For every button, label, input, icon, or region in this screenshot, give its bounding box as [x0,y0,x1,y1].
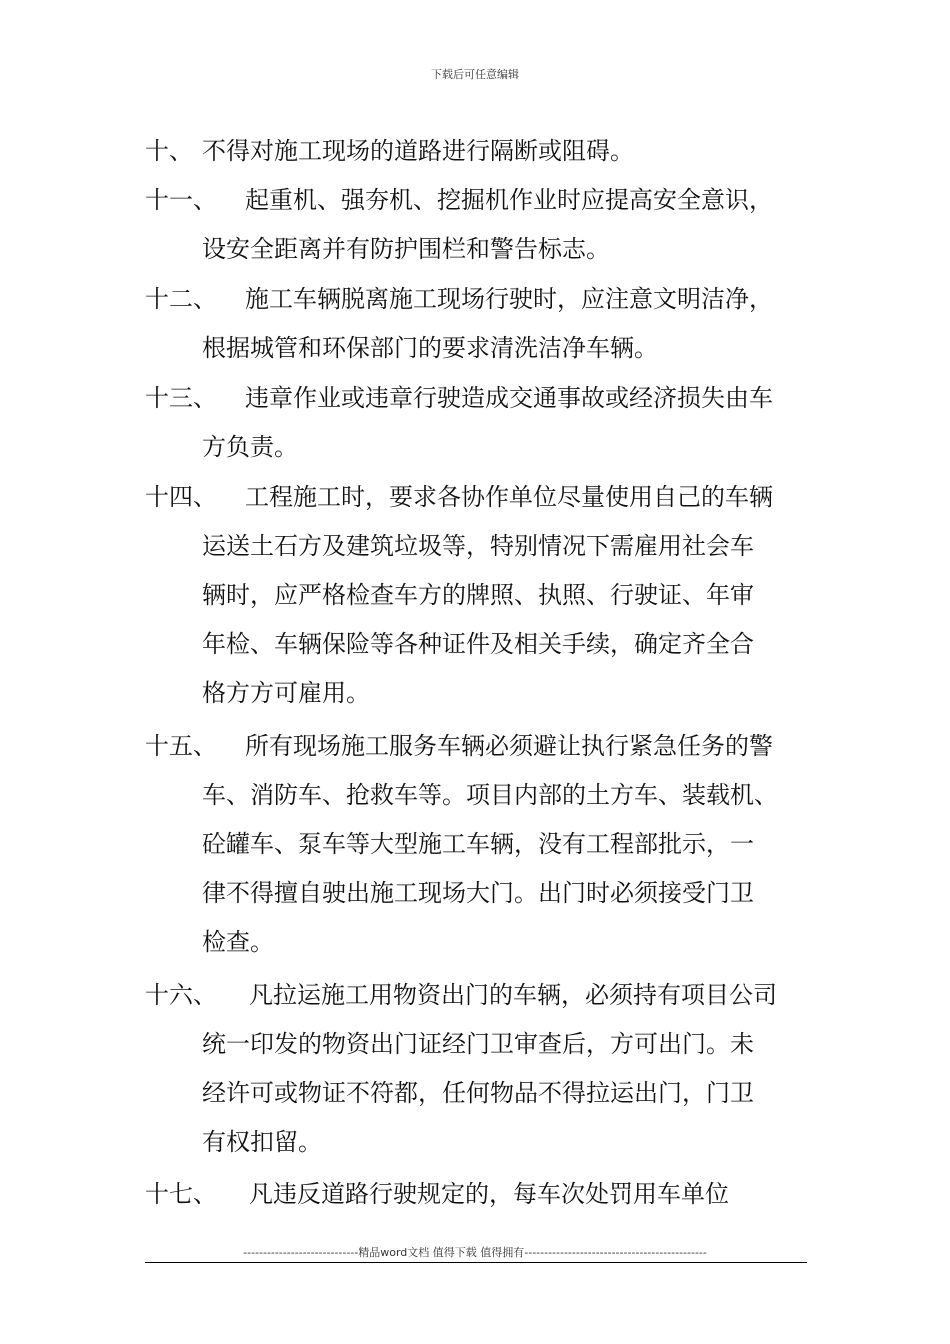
page-header: 下载后可任意编辑 [431,68,519,81]
clause-item [145,275,815,373]
clause-item [145,971,815,1167]
clause-item [145,473,815,718]
clause-text: 统一印发的物资出门证经门卫审查后，方可出门。未 [202,1030,754,1058]
clause-number: 十五、 [145,732,217,760]
clause-line [145,1118,815,1167]
clause-line [145,571,815,620]
clause-text: 方负责。 [202,433,298,461]
clause-line [145,722,815,771]
clause-text: 车、消防车、抢救车等。项目内部的土方车、装载机、 [202,781,778,809]
clause-line [145,522,815,571]
clause-item [145,127,815,176]
clause-line [145,971,815,1020]
clause-line [145,771,815,820]
clause-item [145,176,815,274]
clause-text: 不得对施工现场的道路进行隔断或阻碍。 [202,137,634,165]
clause-line [145,820,815,869]
clause-line [145,374,815,423]
clause-item [145,722,815,967]
clause-item [145,374,815,472]
clause-text: 工程施工时，要求各协作单位尽量使用自己的车辆 [245,483,773,511]
clause-text: 检查。 [202,928,274,956]
clause-text: 凡拉运施工用物资出门的车辆，必须持有项目公司 [249,981,777,1009]
clause-number: 十、 [145,137,193,165]
clause-text: 设安全距离并有防护围栏和警告标志。 [202,235,610,263]
clause-line [145,1069,815,1118]
clause-line [145,1170,815,1219]
clause-number: 十二、 [145,285,217,313]
clause-line [145,918,815,967]
clause-text: 年检、车辆保险等各种证件及相关手续，确定齐全合 [202,630,754,658]
clause-line [145,669,815,718]
clause-line [145,225,815,274]
clause-text: 格方方可雇用。 [202,679,370,707]
clause-text: 起重机、强夯机、挖掘机作业时应提高安全意识， [245,186,773,214]
clause-line [145,620,815,669]
clause-number: 十四、 [145,483,217,511]
clause-text: 律不得擅自驶出施工现场大门。出门时必须接受门卫 [202,879,754,907]
clause-number: 十一、 [145,186,217,214]
clause-text: 所有现场施工服务车辆必须避让执行紧急任务的警 [245,732,773,760]
clause-line [145,473,815,522]
page-footer: -----------------------------精品word文档 值得下载 值得拥有---------------------------------------------- [243,1246,707,1259]
clause-text: 施工车辆脱离施工现场行驶时，应注意文明洁净， [245,285,773,313]
clause-text: 辆时，应严格检查车方的牌照、执照、行驶证、年审 [202,581,754,609]
clause-line [145,176,815,225]
clause-line [145,275,815,324]
clause-line [145,423,815,472]
clause-text: 运送土石方及建筑垃圾等，特别情况下需雇用社会车 [202,532,754,560]
clause-number: 十七、 [145,1180,217,1208]
clause-text: 违章作业或违章行驶造成交通事故或经济损失由车 [245,384,773,412]
clause-number: 十六、 [145,981,217,1009]
clause-line [145,1020,815,1069]
clause-number: 十三、 [145,384,217,412]
clause-line [145,324,815,373]
clause-text: 根据城管和环保部门的要求清洗洁净车辆。 [202,334,658,362]
footer-divider [145,1262,807,1263]
clause-text: 有权扣留。 [202,1128,322,1156]
clause-text: 凡违反道路行驶规定的，每车次处罚用车单位 [249,1180,729,1208]
clause-item [145,1170,815,1219]
clause-text: 砼罐车、泵车等大型施工车辆，没有工程部批示，一 [202,830,754,858]
clause-line [145,127,815,176]
clause-line [145,869,815,918]
clause-text: 经许可或物证不符都，任何物品不得拉运出门，门卫 [202,1079,754,1107]
